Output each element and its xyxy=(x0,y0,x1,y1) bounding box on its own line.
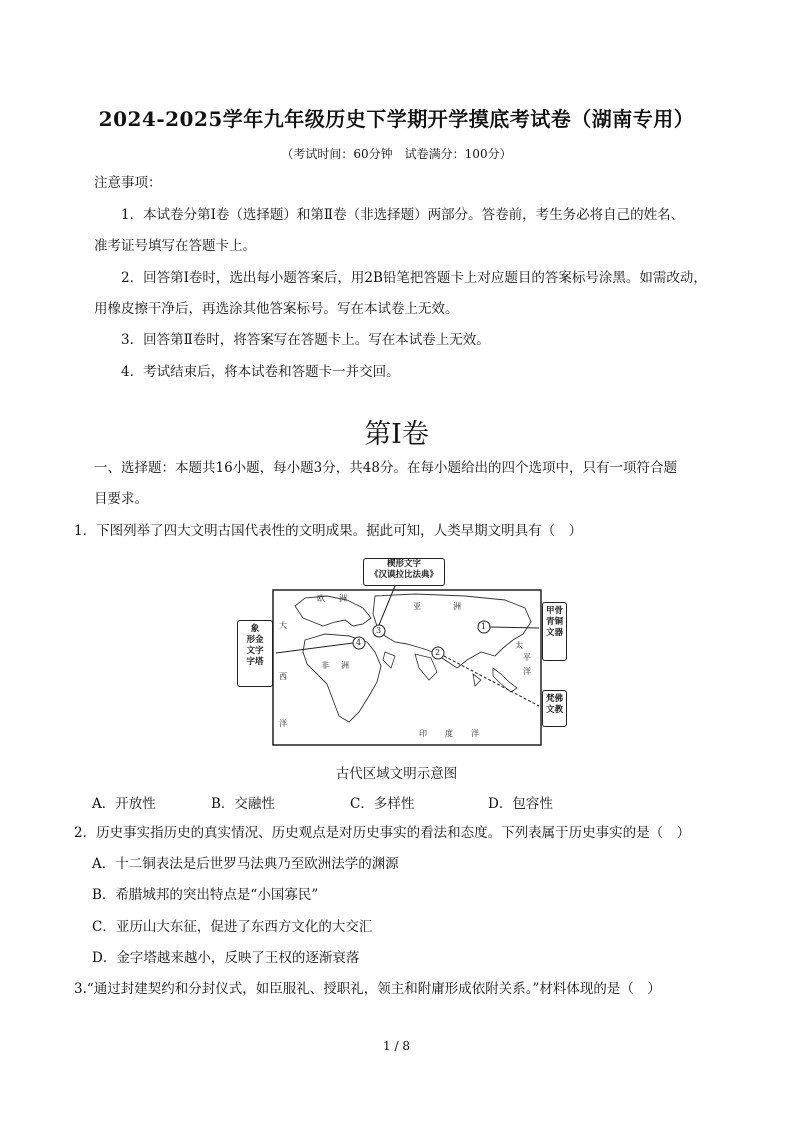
question-2-stem: 2．历史事实指历史的真实情况、历史观点是对历史事实的看法和态度。下列表属于历史事实的是（ ） xyxy=(74,825,691,841)
box-egypt-line4: 字塔 xyxy=(246,657,264,667)
box-mesopotamia-line1: 楔形文字 xyxy=(386,559,421,569)
map-label-zhou1: 洲 xyxy=(339,594,347,603)
box-china xyxy=(542,602,567,661)
notice-1: 1．本试卷分第Ⅰ卷（选择题）和第Ⅱ卷（非选择题）两部分。答卷前，考生务必将自己的姓名、 xyxy=(121,207,685,223)
q2-option-a[interactable]: A．十二铜表法是后世罗马法典乃至欧洲法学的渊源 xyxy=(92,856,399,872)
map-label-fei: 非 xyxy=(321,661,329,670)
notice-4: 4．考试结束后，将本试卷和答题卡一并交回。 xyxy=(121,364,400,380)
exam-subtitle: （考试时间：60分钟 试卷满分：100分） xyxy=(281,147,512,161)
q2-option-d[interactable]: D．金字塔越来越小，反映了王权的逐渐衰落 xyxy=(92,950,360,966)
q1-option-c[interactable]: C．多样性 xyxy=(350,796,415,812)
map-marker-1: 1 xyxy=(481,622,487,631)
section-intro: 一、选择题：本题共16小题，每小题3分，共48分。在每小题给出的四个选项中，只有一项符合题 xyxy=(94,460,677,476)
map-label-ya: 亚 xyxy=(413,602,421,611)
section-title: 第Ⅰ卷 xyxy=(364,419,429,450)
map-label-yang3: 洋 xyxy=(523,667,531,676)
box-egypt-line1: 象 xyxy=(250,624,260,634)
box-india-line2: 文教 xyxy=(545,705,563,715)
page-number: 1 / 8 xyxy=(383,1039,410,1053)
box-egypt-line3: 文字 xyxy=(246,646,264,656)
box-mesopotamia xyxy=(363,558,445,586)
box-china-line1: 甲骨 xyxy=(545,606,563,616)
map-marker-4: 4 xyxy=(356,638,362,647)
question-3-stem: 3.“通过封建契约和分封仪式，如臣服礼、授职礼，领主和附庸形成依附关系。”材料体现的是（ ） xyxy=(74,981,661,997)
q2-option-b[interactable]: B．希腊城邦的突出特点是“小国寡民” xyxy=(92,887,319,903)
map-label-ou: 欧 xyxy=(317,594,325,603)
map-label-zhou2: 洲 xyxy=(453,602,461,611)
box-india-line1: 梵佛 xyxy=(545,694,563,704)
notice-1-cont: 准考证号填写在答题卡上。 xyxy=(94,238,256,254)
map-label-yang2: 洋 xyxy=(471,729,479,738)
map-caption: 古代区域文明示意图 xyxy=(335,766,458,782)
map-label-yin: 印 xyxy=(419,729,427,738)
notice-3: 3．回答第Ⅱ卷时，将答案写在答题卡上。写在本试卷上无效。 xyxy=(121,332,490,348)
q1-option-b[interactable]: B．交融性 xyxy=(211,796,275,812)
exam-title: 2024-2025学年九年级历史下学期开学摸底考试卷（湖南专用） xyxy=(98,107,695,131)
notice-heading: 注意事项： xyxy=(94,175,162,191)
map-label-ping: 平 xyxy=(523,653,531,662)
map-label-tai: 太 xyxy=(515,641,523,650)
box-india xyxy=(542,690,567,727)
map-label-da: 大 xyxy=(279,621,287,630)
map-label-du: 度 xyxy=(445,729,453,738)
notice-2-cont: 用橡皮擦干净后，再选涂其他答案标号。写在本试卷上无效。 xyxy=(94,301,459,317)
box-egypt-line2: 形金 xyxy=(246,635,264,645)
map-marker-3: 3 xyxy=(376,626,382,635)
q1-option-a[interactable]: A．开放性 xyxy=(92,796,156,812)
question-1-stem: 1．下图列举了四大文明古国代表性的文明成果。据此可知，人类早期文明具有（ ） xyxy=(74,523,583,539)
box-china-line3: 文器 xyxy=(545,628,563,638)
box-egypt xyxy=(237,620,273,687)
map-marker-2: 2 xyxy=(435,648,441,657)
q1-option-d[interactable]: D．包容性 xyxy=(488,796,553,812)
map-label-xi: 西 xyxy=(279,672,287,681)
section-intro-cont: 目要求。 xyxy=(94,491,148,507)
map-label-yang1: 洋 xyxy=(279,719,287,728)
q2-option-c[interactable]: C．亚历山大东征，促进了东西方文化的大交汇 xyxy=(92,919,373,935)
box-mesopotamia-line2: 《汉谟拉比法典》 xyxy=(369,570,438,580)
notice-2: 2．回答第Ⅰ卷时，选出每小题答案后，用2B铅笔把答题卡上对应题目的答案标号涂黑。如需改动， xyxy=(121,270,707,286)
map-label-zhou3: 洲 xyxy=(341,661,349,670)
box-china-line2: 青铜 xyxy=(545,617,563,627)
civilization-map xyxy=(235,556,567,750)
